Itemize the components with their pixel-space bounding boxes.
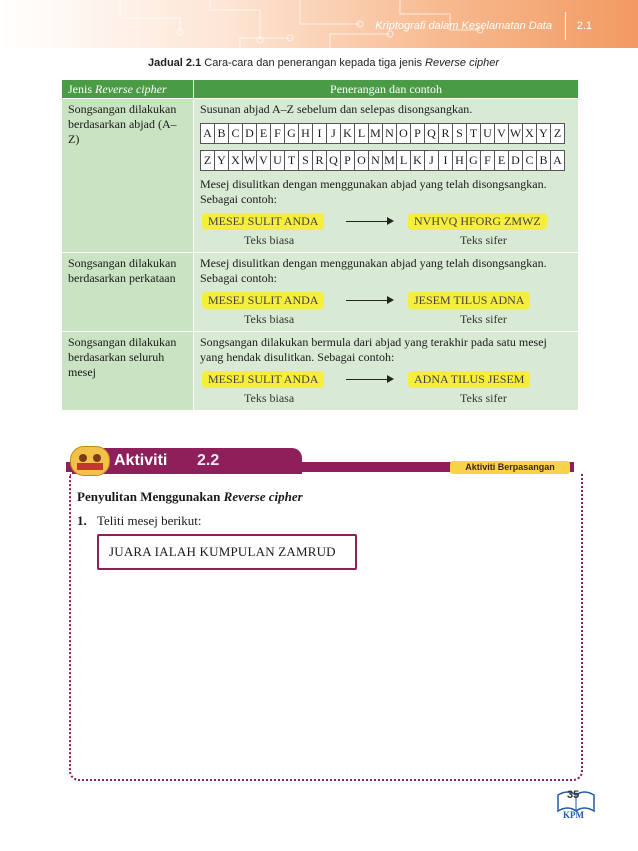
arrow-icon	[346, 221, 392, 222]
alphabet-cell: A	[201, 124, 215, 144]
alphabet-cell: I	[439, 151, 453, 171]
example-desc: Mesej disulitkan dengan menggunakan abjad yang telah disongsangkan. Sebagai contoh:	[200, 177, 547, 206]
row-type: Songsangan dilakukan berdasarkan seluruh mesej	[62, 332, 194, 411]
alphabet-cell: G	[467, 151, 481, 171]
alphabet-cell: A	[551, 151, 565, 171]
alphabet-cell: C	[229, 124, 243, 144]
question-text: Teliti mesej berikut:	[97, 513, 202, 528]
row-desc	[194, 253, 579, 332]
alphabet-cell: O	[355, 151, 369, 171]
table-caption	[148, 57, 499, 69]
caption-italic: Reverse cipher	[425, 57, 500, 69]
plain-text: MESEJ SULIT ANDA	[202, 292, 324, 309]
alphabet-cell: E	[495, 151, 509, 171]
row-desc	[194, 99, 579, 253]
plain-label: Teks biasa	[244, 312, 295, 326]
table-row	[62, 332, 579, 411]
cipher-label: Teks sifer	[460, 233, 507, 247]
alphabet-cell: N	[383, 124, 397, 144]
header-col-type: Jenis Reverse cipher	[62, 80, 194, 99]
alphabet-cell: J	[327, 124, 341, 144]
alphabet-cell: L	[355, 124, 369, 144]
example-desc: Mesej disulitkan dengan menggunakan abjad yang telah disongsangkan. Sebagai contoh:	[200, 256, 547, 285]
alphabet-cell: M	[369, 124, 383, 144]
students-icon	[70, 446, 110, 476]
alphabet-cell: R	[439, 124, 453, 144]
table-row	[62, 253, 579, 332]
alphabet-cell: K	[411, 151, 425, 171]
table-row	[62, 99, 579, 253]
alphabet-cell: W	[509, 124, 523, 144]
arrow-icon	[346, 379, 392, 380]
cipher-label: Teks sifer	[460, 312, 507, 326]
cipher-text: NVHVQ HFORG ZMWZ	[408, 213, 547, 230]
activity-title: Aktiviti	[114, 452, 168, 469]
alphabet-cell: S	[299, 151, 313, 171]
alphabet-cell: X	[229, 151, 243, 171]
example	[200, 211, 572, 249]
alphabet-cell: S	[453, 124, 467, 144]
chapter-title: Kriptografi dalam Keselamatan Data	[375, 20, 552, 32]
alphabet-cell: W	[243, 151, 257, 171]
alphabet-cell: Q	[425, 124, 439, 144]
alphabet-cell: C	[523, 151, 537, 171]
message-box	[97, 534, 357, 570]
cipher-label: Teks sifer	[460, 391, 507, 405]
plain-text: MESEJ SULIT ANDA	[202, 213, 324, 230]
header-col-desc: Penerangan dan contoh	[194, 80, 579, 99]
alphabet-cell: D	[243, 124, 257, 144]
alphabet-cell: J	[425, 151, 439, 171]
example	[200, 290, 572, 328]
example	[200, 369, 572, 407]
alphabet-cell: K	[341, 124, 355, 144]
alphabet-cell: L	[397, 151, 411, 171]
table-header-row	[62, 80, 579, 99]
alphabet-cell: Y	[215, 151, 229, 171]
arrow-icon	[346, 300, 392, 301]
caption-text: Cara-cara dan penerangan kepada tiga jenis	[204, 57, 422, 69]
section-number: 2.1	[576, 20, 592, 32]
alphabet-reverse	[200, 150, 565, 171]
alphabet-cell: U	[271, 151, 285, 171]
alphabet-cell: H	[453, 151, 467, 171]
reverse-cipher-table	[61, 79, 579, 411]
message-text: JUARA IALAH KUMPULAN ZAMRUD	[109, 544, 336, 559]
caption-label: Jadual 2.1	[148, 57, 202, 69]
alphabet-cell: V	[257, 151, 271, 171]
row-desc	[194, 332, 579, 411]
alphabet-cell: X	[523, 124, 537, 144]
alphabet-cell: B	[537, 151, 551, 171]
cipher-text: JESEM TILUS ADNA	[408, 292, 530, 309]
alphabet-cell: Z	[551, 124, 565, 144]
alphabet-cell: P	[411, 124, 425, 144]
plain-text: MESEJ SULIT ANDA	[202, 371, 324, 388]
alphabet-forward	[200, 123, 565, 144]
alphabet-cell: F	[271, 124, 285, 144]
alphabet-cell: V	[495, 124, 509, 144]
alphabet-cell: T	[285, 151, 299, 171]
alphabet-cell: D	[509, 151, 523, 171]
alphabet-cell: B	[215, 124, 229, 144]
alphabet-cell: E	[257, 124, 271, 144]
page-number: 35	[567, 789, 580, 801]
alphabet-cell: I	[313, 124, 327, 144]
publisher-label: KPM	[563, 810, 584, 820]
alphabet-cell: N	[369, 151, 383, 171]
question-number: 1.	[77, 513, 87, 528]
alphabet-cell: T	[467, 124, 481, 144]
activity-badge: Aktiviti Berpasangan	[450, 461, 570, 474]
alphabet-cell: R	[313, 151, 327, 171]
row-type: Songsangan dilakukan berdasarkan abjad (A–Z)	[62, 99, 194, 253]
alphabet-cell: G	[285, 124, 299, 144]
alphabet-cell: O	[397, 124, 411, 144]
activity-number: 2.2	[197, 452, 220, 469]
alphabet-cell: M	[383, 151, 397, 171]
cipher-text: ADNA TILUS JESEM	[408, 371, 530, 388]
alphabet-cell: Q	[327, 151, 341, 171]
row-type: Songsangan dilakukan berdasarkan perkataan	[62, 253, 194, 332]
plain-label: Teks biasa	[244, 233, 295, 247]
alphabet-cell: F	[481, 151, 495, 171]
alphabet-intro: Susunan abjad A–Z sebelum dan selepas disongsangkan.	[200, 102, 473, 116]
header-divider	[565, 12, 566, 40]
plain-label: Teks biasa	[244, 391, 295, 405]
example-desc: Songsangan dilakukan bermula dari abjad yang terakhir pada satu mesej yang hendak disulitkan. Sebagai contoh:	[200, 335, 547, 364]
alphabet-cell: U	[481, 124, 495, 144]
alphabet-cell: P	[341, 151, 355, 171]
alphabet-cell: H	[299, 124, 313, 144]
alphabet-cell: Y	[537, 124, 551, 144]
alphabet-cell: Z	[201, 151, 215, 171]
activity-heading: Penyulitan Menggunakan Reverse cipher	[77, 489, 303, 504]
